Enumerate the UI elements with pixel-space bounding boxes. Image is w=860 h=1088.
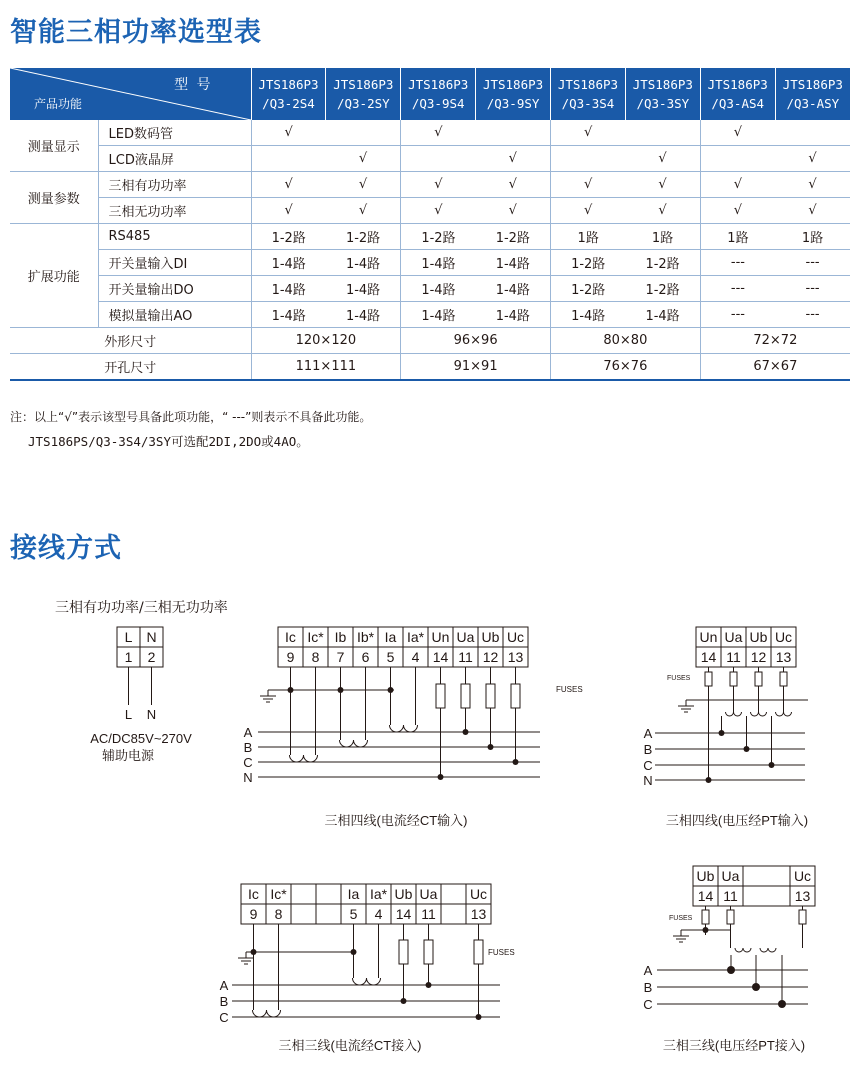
junction-dot xyxy=(769,762,775,768)
pt-coil xyxy=(735,948,776,952)
fuse xyxy=(755,672,762,686)
table-cell: √ xyxy=(700,120,775,146)
terminal-number: 5 xyxy=(386,649,395,665)
pt-coil xyxy=(726,712,742,716)
table-cell: 1-2路 xyxy=(251,224,326,250)
wiring-subtitle: 三相有功功率/三相无功功率 xyxy=(55,600,228,616)
fuses-label: FUSES xyxy=(556,685,583,694)
table-cell: √ xyxy=(625,146,700,172)
terminal-number: 7 xyxy=(336,649,345,665)
feature-label: 开关量输出DO xyxy=(98,276,251,302)
junction-dot xyxy=(463,729,469,735)
terminal-label: Ia* xyxy=(369,886,388,902)
junction-dot xyxy=(778,1000,786,1008)
feature-group: 测量显示 xyxy=(10,120,98,172)
fuse xyxy=(399,940,408,964)
junction-dot xyxy=(706,777,712,783)
terminal-label: Un xyxy=(699,629,718,645)
terminal-number: 14 xyxy=(432,649,449,665)
model-name-line2: /Q3-9SY xyxy=(486,96,540,111)
terminal-number: 12 xyxy=(750,649,767,665)
feature-group: 测量参数 xyxy=(10,172,98,224)
fuse xyxy=(705,672,712,686)
table-cell: √ xyxy=(326,146,401,172)
feature-group: 扩展功能 xyxy=(10,224,98,328)
junction-dot xyxy=(476,1014,482,1020)
terminal-label: Ub xyxy=(394,886,413,902)
terminal-number: 14 xyxy=(700,649,717,665)
table-cell: 1-2路 xyxy=(551,250,626,276)
terminal-label: Ua xyxy=(419,886,438,902)
diagram-caption: 三相三线(电流经CT接入) xyxy=(278,1038,422,1053)
junction-dot xyxy=(488,744,494,750)
power-terminal-l: L xyxy=(124,707,133,722)
phase-label: A xyxy=(643,963,653,978)
table-cell: 1路 xyxy=(551,224,626,250)
phase-label: B xyxy=(643,742,653,757)
fuse xyxy=(436,684,445,708)
table-cell: 1-2路 xyxy=(551,276,626,302)
option-note: JTS186PS/Q3-3S4/3SY可选配2DI,2DO或4AO。 xyxy=(28,434,309,449)
table-cell: 1-4路 xyxy=(326,302,401,328)
size-value: 80×80 xyxy=(551,328,701,354)
table-cell: 1-4路 xyxy=(476,276,551,302)
table-cell: --- xyxy=(700,302,775,328)
terminal-number: 14 xyxy=(697,888,714,904)
terminal-label: Ia* xyxy=(406,629,425,645)
terminal-label: Ic xyxy=(285,629,296,645)
phase-label: B xyxy=(643,980,653,995)
table-cell: √ xyxy=(401,120,476,146)
size-label: 外形尺寸 xyxy=(10,328,251,354)
fuses-label: FUSES xyxy=(667,675,691,682)
terminal-label: Ub xyxy=(696,868,715,884)
table-cell: 1-4路 xyxy=(401,250,476,276)
fuse xyxy=(486,684,495,708)
terminal-number: 6 xyxy=(361,649,370,665)
phase-label: C xyxy=(219,1010,229,1025)
feature-label: 三相无功功率 xyxy=(98,198,251,224)
terminal-number: 13 xyxy=(775,649,792,665)
feature-label: LED数码管 xyxy=(98,120,251,146)
terminal-number: 9 xyxy=(249,906,258,922)
model-name-line1: JTS186P3 xyxy=(482,77,544,92)
table-cell: --- xyxy=(775,302,850,328)
table-cell: 1-4路 xyxy=(551,302,626,328)
terminal-number: 11 xyxy=(458,649,473,665)
table-cell: 1-4路 xyxy=(326,276,401,302)
fuse xyxy=(727,910,734,924)
table-cell: --- xyxy=(700,276,775,302)
table-cell: 1-2路 xyxy=(401,224,476,250)
model-name-line2: /Q3-AS4 xyxy=(711,96,765,111)
power-terminal-n: N xyxy=(146,707,157,722)
fuse xyxy=(780,672,787,686)
table-cell: √ xyxy=(775,198,850,224)
power-caption: 辅助电源 xyxy=(101,748,155,763)
junction-dot xyxy=(744,746,750,752)
model-name-line1: JTS186P3 xyxy=(782,77,843,92)
fuse xyxy=(511,684,520,708)
table-cell: √ xyxy=(476,172,551,198)
table-cell: 1路 xyxy=(700,224,775,250)
junction-dot xyxy=(719,730,725,736)
pt-coil xyxy=(776,712,792,716)
terminal-number: 4 xyxy=(374,906,383,922)
size-value: 76×76 xyxy=(551,354,701,381)
table-cell: √ xyxy=(551,198,626,224)
model-name-line1: JTS186P3 xyxy=(333,77,394,92)
terminal-label: N xyxy=(146,629,157,645)
junction-dot xyxy=(438,774,444,780)
size-value: 67×67 xyxy=(700,354,850,381)
table-cell: √ xyxy=(700,172,775,198)
size-value: 96×96 xyxy=(401,328,551,354)
terminal-number: 12 xyxy=(482,649,499,665)
fuse xyxy=(730,672,737,686)
terminal-number: 8 xyxy=(274,906,283,922)
fuse xyxy=(424,940,433,964)
junction-dot xyxy=(703,927,709,933)
fuses-label: FUSES xyxy=(669,915,693,922)
terminal-label: Ib xyxy=(334,629,347,645)
fuse xyxy=(702,910,709,924)
size-label: 开孔尺寸 xyxy=(10,354,251,381)
model-name-line2: /Q3-3SY xyxy=(636,96,690,111)
diagram-caption: 三相三线(电压经PT接入) xyxy=(662,1038,806,1053)
terminal-label: Uc xyxy=(774,629,793,645)
page-title: 智能三相功率选型表 xyxy=(10,17,262,48)
feature-label: LCD液晶屏 xyxy=(98,146,251,172)
section-title: 接线方式 xyxy=(10,533,122,564)
terminal-label: Ub xyxy=(481,629,500,645)
terminal-label: Ub xyxy=(749,629,768,645)
phase-label: B xyxy=(219,994,229,1009)
table-cell: 1-2路 xyxy=(326,224,401,250)
phase-label: N xyxy=(643,773,653,788)
table-cell: 1路 xyxy=(625,224,700,250)
table-cell: √ xyxy=(625,172,700,198)
table-cell: √ xyxy=(251,172,326,198)
terminal-label: Uc xyxy=(469,886,488,902)
table-cell: 1-4路 xyxy=(251,302,326,328)
table-cell: 1路 xyxy=(775,224,850,250)
feature-label: 三相有功功率 xyxy=(98,172,251,198)
terminal-label: L xyxy=(124,629,133,645)
terminal-number: 11 xyxy=(723,888,738,904)
terminal-number: 13 xyxy=(470,906,487,922)
terminal-label: Ua xyxy=(724,629,743,645)
table-cell: √ xyxy=(551,120,626,146)
table-cell: --- xyxy=(700,250,775,276)
terminal-number: 13 xyxy=(794,888,811,904)
model-name-line2: /Q3-2SY xyxy=(336,96,390,111)
size-value: 120×120 xyxy=(251,328,401,354)
terminal-number: 2 xyxy=(147,649,156,665)
diagram-caption: 三相四线(电流经CT输入) xyxy=(324,813,468,828)
table-cell: 1-2路 xyxy=(625,276,700,302)
table-cell: 1-4路 xyxy=(476,250,551,276)
terminal-label: Uc xyxy=(506,629,525,645)
junction-dot xyxy=(752,983,760,991)
table-cell: --- xyxy=(775,276,850,302)
junction-dot xyxy=(426,982,432,988)
phase-label: C xyxy=(243,755,253,770)
table-cell: √ xyxy=(476,146,551,172)
table-cell: √ xyxy=(401,198,476,224)
terminal-label: Ic* xyxy=(307,629,324,645)
model-name-line2: /Q3-3S4 xyxy=(561,96,615,111)
terminal-label: Ic xyxy=(248,886,259,902)
terminal-number: 11 xyxy=(421,906,436,922)
power-voltage: AC/DC85V~270V xyxy=(90,731,192,746)
terminal-label: Ua xyxy=(721,868,740,884)
phase-label: A xyxy=(243,725,253,740)
fuse xyxy=(461,684,470,708)
terminal-label: Ia xyxy=(347,886,360,902)
table-cell: √ xyxy=(700,198,775,224)
feature-label: 开关量输入DI xyxy=(98,250,251,276)
table-cell: 1-4路 xyxy=(476,302,551,328)
table-cell: 1-4路 xyxy=(251,276,326,302)
junction-dot xyxy=(727,966,735,974)
terminal-label: Un xyxy=(431,629,450,645)
phase-label: C xyxy=(643,997,653,1012)
phase-label: A xyxy=(643,726,653,741)
size-value: 91×91 xyxy=(401,354,551,381)
phase-label: B xyxy=(243,740,253,755)
phase-label: C xyxy=(643,758,653,773)
table-cell: √ xyxy=(551,172,626,198)
terminal-label: Ua xyxy=(456,629,475,645)
table-cell: 1-4路 xyxy=(401,302,476,328)
terminal-number: 5 xyxy=(349,906,358,922)
fuses-label: FUSES xyxy=(488,948,515,957)
table-note: 注：以上“√”表示该型号具备此项功能，“ ---”则表示不具备此功能。 xyxy=(10,410,372,424)
model-name-line1: JTS186P3 xyxy=(632,77,693,92)
corner-model-label: 型 号 xyxy=(174,77,211,93)
table-cell: 1-4路 xyxy=(401,276,476,302)
model-name-line2: /Q3-ASY xyxy=(786,96,840,111)
terminal-number: 9 xyxy=(286,649,295,665)
model-name-line1: JTS186P3 xyxy=(557,77,619,92)
fuse xyxy=(799,910,806,924)
phase-label: N xyxy=(243,770,253,785)
pt-coil xyxy=(751,712,767,716)
diagram-caption: 三相四线(电压经PT输入) xyxy=(665,813,809,828)
model-name-line1: JTS186P3 xyxy=(707,77,768,92)
table-cell: 1-4路 xyxy=(251,250,326,276)
terminal-number: 11 xyxy=(726,649,741,665)
table-cell: 1-4路 xyxy=(326,250,401,276)
ct-coil xyxy=(353,978,381,985)
terminal-number: 4 xyxy=(411,649,420,665)
junction-dot xyxy=(401,998,407,1004)
table-cell: √ xyxy=(326,172,401,198)
terminal-label: Uc xyxy=(793,868,812,884)
ct-coil xyxy=(290,755,318,762)
model-name-line1: JTS186P3 xyxy=(408,77,469,92)
terminal-number: 8 xyxy=(311,649,320,665)
corner-function-label: 产品功能 xyxy=(34,97,83,111)
table-cell: 1-2路 xyxy=(476,224,551,250)
ct-coil xyxy=(390,725,418,732)
table-cell: √ xyxy=(401,172,476,198)
table-cell: 1-4路 xyxy=(625,302,700,328)
table-cell: √ xyxy=(251,120,326,146)
model-name-line1: JTS186P3 xyxy=(258,77,319,92)
table-cell: √ xyxy=(625,198,700,224)
fuse xyxy=(474,940,483,964)
size-value: 111×111 xyxy=(251,354,401,381)
model-name-line2: /Q3-2S4 xyxy=(262,96,315,111)
phase-label: A xyxy=(219,978,229,993)
terminal-number: 1 xyxy=(124,649,133,665)
table-cell: √ xyxy=(775,146,850,172)
table-cell: 1-2路 xyxy=(625,250,700,276)
junction-dot xyxy=(513,759,519,765)
terminal-label: Ic* xyxy=(270,886,287,902)
terminal-number: 14 xyxy=(395,906,412,922)
table-cell: √ xyxy=(476,198,551,224)
terminal-label: Ia xyxy=(384,629,397,645)
table-cell: √ xyxy=(775,172,850,198)
table-cell: √ xyxy=(251,198,326,224)
table-cell: √ xyxy=(326,198,401,224)
model-name-line2: /Q3-9S4 xyxy=(411,96,465,111)
table-cell: --- xyxy=(775,250,850,276)
ct-coil xyxy=(253,1010,281,1017)
terminal-label: Ib* xyxy=(356,629,375,645)
feature-label: 模拟量输出AO xyxy=(98,302,251,328)
size-value: 72×72 xyxy=(700,328,850,354)
ct-coil xyxy=(340,740,368,747)
feature-label: RS485 xyxy=(98,224,251,250)
terminal-number: 13 xyxy=(507,649,524,665)
